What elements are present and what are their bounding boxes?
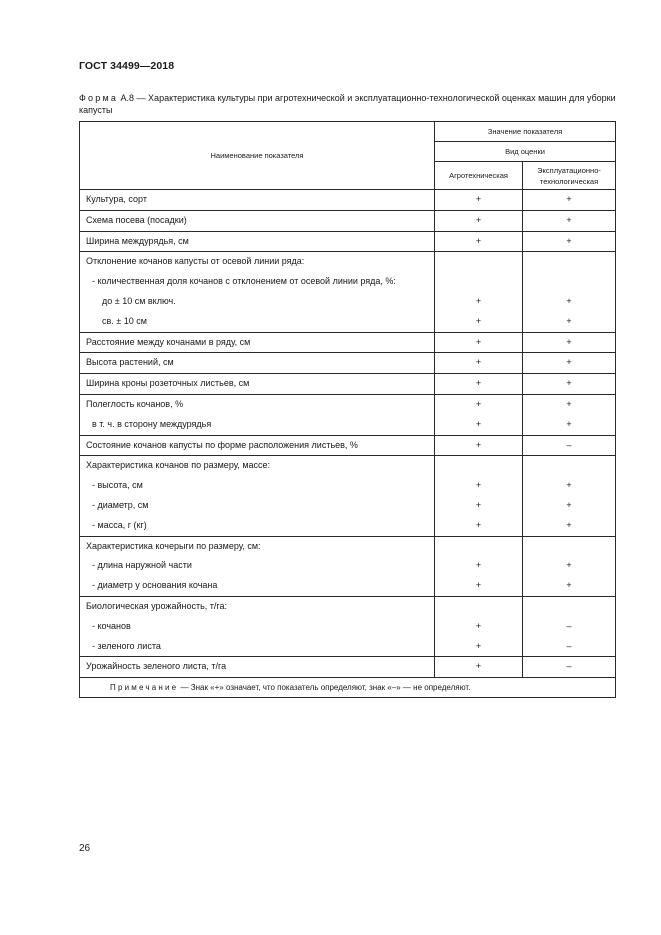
operational-mark: + — [566, 295, 572, 306]
agrotechnical-mark — [435, 597, 522, 617]
indicator-name-cell — [80, 536, 435, 596]
operational-value-cell — [523, 394, 616, 435]
agrotechnical-mark: + — [475, 378, 482, 389]
agrotechnical-mark: + — [475, 295, 482, 306]
indicator-name-cell — [80, 435, 435, 456]
operational-mark: + — [566, 378, 572, 389]
table-row — [80, 353, 616, 374]
operational-mark: + — [566, 580, 572, 591]
operational-value-cell — [523, 435, 616, 456]
indicator-name: - диаметр, см — [92, 499, 149, 510]
note-text: — Знак «+» означает, что показатель определяют, знак «–» — не определяют. — [178, 683, 471, 693]
operational-mark: + — [566, 398, 572, 409]
operational-mark — [523, 252, 615, 272]
table-row — [80, 596, 616, 656]
operational-value-cell — [523, 231, 616, 252]
agrotechnical-mark: + — [475, 519, 482, 530]
table-note — [80, 678, 616, 698]
agrotechnical-mark: + — [475, 620, 482, 631]
agrotechnical-mark: + — [475, 194, 482, 204]
characteristics-table — [79, 121, 616, 698]
indicator-name: - высота, см — [92, 480, 143, 491]
indicator-name: Культура, сорт — [86, 194, 147, 204]
agrotechnical-mark: + — [475, 661, 482, 672]
table-row — [80, 536, 616, 596]
agrotechnical-mark: + — [475, 439, 482, 450]
indicator-name: Расстояние между кочанами в ряду, см — [86, 336, 251, 347]
form-label: Форма — [79, 93, 119, 103]
header-indicator-value: Значение показателя — [435, 122, 616, 142]
header-indicator-name: Наименование показателя — [80, 122, 435, 190]
indicator-name-cell — [80, 332, 435, 353]
operational-value-cell — [523, 657, 616, 678]
agrotechnical-mark: + — [475, 499, 482, 510]
operational-mark — [523, 272, 615, 292]
operational-mark: + — [566, 194, 572, 204]
indicator-name: - масса, г (кг) — [92, 519, 147, 530]
table-row — [80, 190, 616, 211]
operational-mark: + — [566, 418, 572, 429]
indicator-name-cell — [80, 374, 435, 395]
indicator-name: Характеристика кочерыги по размеру, см: — [86, 540, 261, 551]
agrotechnical-value-cell — [435, 456, 523, 536]
agrotechnical-value-cell — [435, 252, 523, 332]
indicator-name: - длина наружной части — [92, 560, 192, 571]
agrotechnical-value-cell — [435, 435, 523, 456]
operational-value-cell — [523, 596, 616, 656]
header-assessment-type: Вид оценки — [435, 142, 616, 162]
indicator-name: Схема посева (посадки) — [86, 214, 187, 225]
agrotechnical-mark: + — [475, 418, 482, 429]
indicator-name-cell — [80, 252, 435, 332]
agrotechnical-mark: + — [475, 315, 482, 326]
operational-value-cell — [523, 190, 616, 211]
indicator-name: Ширина кроны розеточных листьев, см — [86, 378, 250, 389]
indicator-name: - количественная доля кочанов с отклонением от осевой линии ряда, %: — [92, 276, 396, 287]
operational-value-cell — [523, 536, 616, 596]
operational-mark: + — [566, 235, 572, 246]
operational-mark: + — [566, 499, 572, 510]
indicator-name: до ± 10 см включ. — [102, 295, 176, 306]
agrotechnical-mark: + — [475, 398, 482, 409]
note-label: Примечание — [110, 683, 179, 693]
operational-value-cell — [523, 210, 616, 231]
operational-value-cell — [523, 456, 616, 536]
agrotechnical-value-cell — [435, 536, 523, 596]
agrotechnical-value-cell — [435, 231, 523, 252]
indicator-name-cell — [80, 210, 435, 231]
form-caption — [79, 92, 619, 116]
indicator-name: в т. ч. в сторону междурядья — [92, 418, 212, 429]
indicator-name-cell — [80, 657, 435, 678]
table-row — [80, 252, 616, 332]
agrotechnical-mark: + — [475, 336, 482, 347]
indicator-name: Характеристика кочанов по размеру, массе: — [86, 460, 271, 471]
operational-mark: + — [566, 480, 572, 491]
operational-mark — [523, 597, 615, 617]
header-operational-technological — [523, 162, 616, 190]
agrotechnical-mark: + — [475, 480, 482, 491]
operational-mark: + — [566, 336, 572, 347]
agrotechnical-value-cell — [435, 332, 523, 353]
table-row — [80, 435, 616, 456]
operational-mark: – — [566, 620, 572, 631]
agrotechnical-value-cell — [435, 596, 523, 656]
indicator-name: Высота растений, см — [86, 357, 174, 368]
indicator-name: Состояние кочанов капусты по форме расположения листьев, % — [86, 439, 358, 450]
indicator-name-cell — [80, 353, 435, 374]
operational-value-cell — [523, 332, 616, 353]
agrotechnical-mark — [435, 456, 522, 476]
table-body — [80, 190, 616, 678]
agrotechnical-value-cell — [435, 190, 523, 211]
operational-mark: + — [566, 560, 572, 571]
table-row — [80, 210, 616, 231]
indicator-name-cell — [80, 394, 435, 435]
agrotechnical-mark: + — [475, 580, 482, 591]
agrotechnical-value-cell — [435, 394, 523, 435]
operational-mark — [523, 456, 615, 476]
indicator-name: - зеленого листа — [92, 640, 161, 651]
table-row — [80, 332, 616, 353]
indicator-name: - кочанов — [92, 620, 131, 631]
indicator-name: Полеглость кочанов, % — [86, 398, 184, 409]
indicator-name: св. ± 10 см — [102, 315, 147, 326]
operational-mark: – — [566, 640, 572, 651]
indicator-name: - диаметр у основания кочана — [92, 580, 218, 591]
indicator-name: Урожайность зеленого листа, т/га — [86, 661, 227, 672]
operational-mark: – — [566, 439, 572, 450]
agrotechnical-mark: + — [475, 357, 482, 368]
agrotechnical-mark: + — [475, 640, 482, 651]
document-header: ГОСТ 34499—2018 — [79, 60, 175, 72]
page-number: 26 — [79, 843, 91, 854]
agrotechnical-mark: + — [475, 235, 482, 246]
indicator-name-cell — [80, 190, 435, 211]
operational-mark: + — [566, 519, 572, 530]
operational-mark — [523, 537, 615, 557]
header-operational-line1: Эксплуатационно- — [537, 165, 601, 175]
operational-value-cell — [523, 252, 616, 332]
indicator-name-cell — [80, 456, 435, 536]
operational-mark: + — [566, 315, 572, 326]
table-row — [80, 394, 616, 435]
agrotechnical-value-cell — [435, 657, 523, 678]
table-row — [80, 657, 616, 678]
indicator-name-cell — [80, 596, 435, 656]
agrotechnical-mark: + — [475, 214, 482, 225]
operational-value-cell — [523, 374, 616, 395]
operational-mark: + — [566, 357, 572, 368]
operational-mark: – — [566, 661, 572, 672]
indicator-name: Отклонение кочанов капусты от осевой линии ряда: — [86, 256, 305, 267]
table-row — [80, 231, 616, 252]
agrotechnical-mark — [435, 252, 522, 272]
header-operational-line2: технологическая — [539, 176, 599, 186]
indicator-name: Ширина междурядья, см — [86, 235, 189, 246]
operational-value-cell — [523, 353, 616, 374]
table-row — [80, 374, 616, 395]
form-caption-text: А.8 — Характеристика культуры при агротехнической и эксплуатационно-технологической оценках машин для уборки капусты — [79, 93, 616, 115]
table-row — [80, 456, 616, 536]
header-agrotechnical: Агротехническая — [435, 162, 523, 190]
indicator-name-cell — [80, 231, 435, 252]
agrotechnical-value-cell — [435, 210, 523, 231]
agrotechnical-mark — [435, 272, 522, 292]
agrotechnical-mark — [435, 537, 522, 557]
agrotechnical-value-cell — [435, 353, 523, 374]
agrotechnical-mark: + — [475, 560, 482, 571]
agrotechnical-value-cell — [435, 374, 523, 395]
operational-mark: + — [566, 214, 572, 225]
indicator-name: Биологическая урожайность, т/га: — [86, 600, 227, 611]
